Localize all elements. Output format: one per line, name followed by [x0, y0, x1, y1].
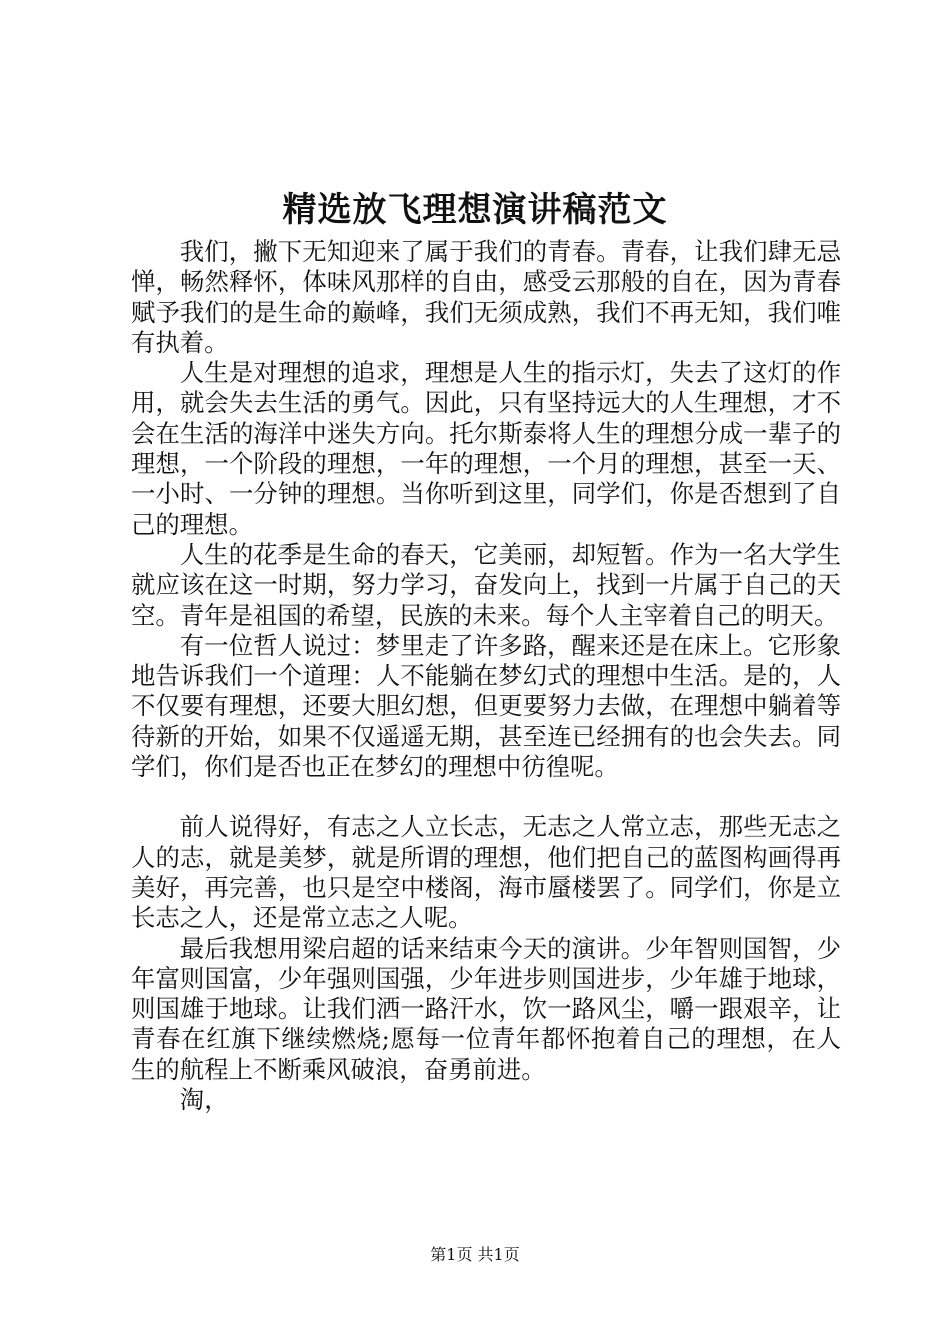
- page-footer: 第1页 共1页: [430, 1245, 520, 1264]
- document-title: 精选放飞理想演讲稿范文: [282, 190, 668, 230]
- document-body: [131, 237, 841, 1115]
- paragraph-2: 人生是对理想的追求，理想是人生的指示灯，失去了这灯的作用，就会失去生活的勇气。因此，只有坚持远大的人生理想，才不会在生活的海洋中迷失方向。托尔斯泰将人生的理想分成一辈子的理想，一个阶段的理想，一年的理想，一个月的理想，甚至一天、一小时、一分钟的理想。当你听到这里，同学们，你是否想到了自己的理想。: [131, 358, 841, 539]
- paragraph-6: 最后我想用梁启超的话来结束今天的演讲。少年智则国智，少年富则国富，少年强则国强，少年进步则国进步，少年雄于地球，则国雄于地球。让我们洒一路汗水，饮一路风尘，嚼一跟艰辛，让青春在红旗下继续燃烧;愿每一位青年都怀抱着自己的理想，在人生的航程上不断乘风破浪，奋勇前进。: [131, 933, 841, 1084]
- paragraph-1: 我们，撇下无知迎来了属于我们的青春。青春，让我们肆无忌惮，畅然释怀，体味风那样的自由，感受云那般的自在，因为青春赋予我们的是生命的巅峰，我们无须成熟，我们不再无知，我们唯有执着。: [131, 237, 841, 357]
- paragraph-7: 淘，: [179, 1085, 229, 1115]
- paragraph-5: 前人说得好，有志之人立长志，无志之人常立志，那些无志之人的志，就是美梦，就是所谓的理想，他们把自己的蓝图构画得再美好，再完善，也只是空中楼阁，海市蜃楼罢了。同学们，你是立长志之人，还是常立志之人呢。: [131, 812, 841, 933]
- paragraph-3: 人生的花季是生命的春天，它美丽，却短暂。作为一名大学生就应该在这一时期，努力学习，奋发向上，找到一片属于自己的天空。青年是祖国的希望，民族的未来。每个人主宰着自己的明天。: [131, 539, 841, 630]
- paragraph-4: 有一位哲人说过：梦里走了许多路，醒来还是在床上。它形象地告诉我们一个道理：人不能躺在梦幻式的理想中生活。是的，人不仅要有理想，还要大胆幻想，但更要努力去做，在理想中躺着等待新的开始，如果不仅遥遥无期，甚至连已经拥有的也会失去。同学们，你们是否也正在梦幻的理想中彷徨呢。: [131, 630, 841, 782]
